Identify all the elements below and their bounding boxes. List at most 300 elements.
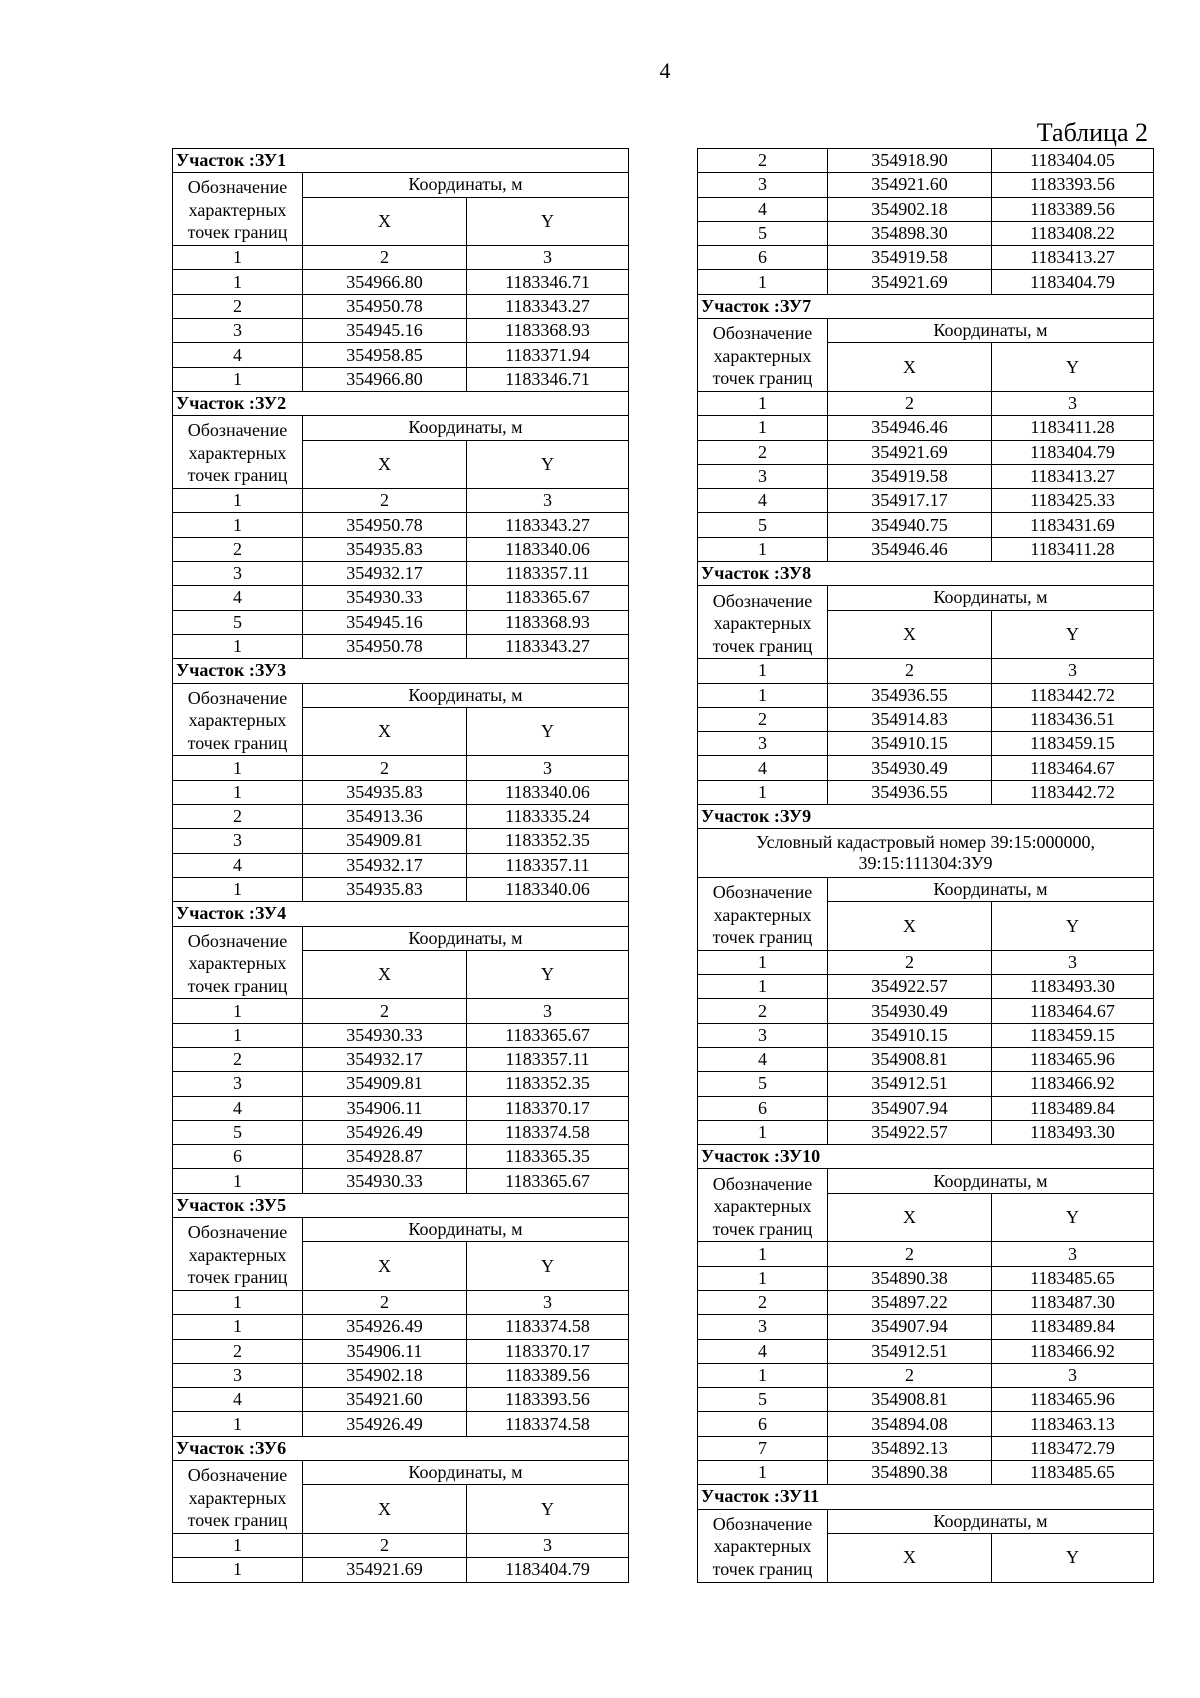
x-coordinate: 354918.90 [827, 149, 991, 172]
column-number: 3 [466, 1534, 629, 1557]
y-coordinate: 1183343.27 [466, 635, 629, 658]
x-coordinate: 354950.78 [302, 295, 466, 318]
table-row [172, 368, 629, 392]
table-row [172, 1169, 629, 1193]
point-number: 1 [172, 368, 302, 391]
axis-header-row [827, 902, 1154, 950]
section-title-row [697, 295, 1154, 319]
y-coordinate: 1183404.79 [466, 1558, 629, 1581]
x-coordinate: 354907.94 [827, 1097, 991, 1120]
coordinates-header-group [302, 1461, 629, 1533]
point-number: 4 [697, 756, 827, 779]
y-coordinate: 1183389.56 [466, 1364, 629, 1387]
axis-header-row [302, 708, 629, 756]
axis-header-row [302, 1242, 629, 1290]
point-designation-header: Обозначение характерных точек границ [697, 1169, 827, 1241]
point-number: 4 [697, 198, 827, 221]
x-coordinate: 354921.69 [302, 1558, 466, 1581]
table-row [697, 222, 1154, 246]
section-title-row [172, 149, 629, 173]
x-coordinate: 354945.16 [302, 611, 466, 634]
column-number: 1 [172, 1534, 302, 1557]
table-header-row [697, 586, 1154, 659]
y-header: Y [991, 611, 1154, 659]
y-coordinate: 1183389.56 [991, 198, 1154, 221]
table-row [172, 805, 629, 829]
x-header: X [827, 343, 991, 391]
column-number: 1 [172, 756, 302, 779]
x-coordinate: 354921.69 [827, 441, 991, 464]
point-number: 1 [697, 416, 827, 439]
axis-header-row [827, 611, 1154, 659]
point-number: 2 [697, 999, 827, 1022]
column-number: 3 [991, 392, 1154, 415]
x-coordinate: 354946.46 [827, 538, 991, 561]
x-coordinate: 354926.49 [302, 1121, 466, 1144]
x-coordinate: 354902.18 [302, 1364, 466, 1387]
coordinates-header: Координаты, м [827, 1510, 1154, 1534]
point-number: 2 [172, 295, 302, 318]
point-number: 1 [172, 1024, 302, 1047]
table-row [172, 1340, 629, 1364]
x-coordinate: 354898.30 [827, 222, 991, 245]
coordinates-header: Координаты, м [302, 684, 629, 708]
point-number: 3 [697, 173, 827, 196]
column-number: 3 [991, 659, 1154, 682]
x-coordinate: 354919.58 [827, 246, 991, 269]
point-designation-header: Обозначение характерных точек границ [172, 1218, 302, 1290]
column-number: 1 [697, 392, 827, 415]
y-coordinate: 1183365.67 [466, 1024, 629, 1047]
axis-header-row [827, 1194, 1154, 1242]
point-number: 4 [172, 343, 302, 366]
section-title-row [172, 902, 629, 926]
table-row [172, 319, 629, 343]
x-header: X [302, 441, 466, 489]
point-number: 1 [172, 1169, 302, 1192]
table-header-row [172, 684, 629, 757]
point-designation-header: Обозначение характерных точек границ [697, 1510, 827, 1582]
x-coordinate: 354935.83 [302, 538, 466, 561]
table-row [697, 416, 1154, 440]
point-number: 3 [172, 1364, 302, 1387]
x-coordinate: 354946.46 [827, 416, 991, 439]
y-coordinate: 1183489.84 [991, 1097, 1154, 1120]
table-row [172, 586, 629, 610]
point-number: 1 [697, 1121, 827, 1144]
x-coordinate: 354930.33 [302, 586, 466, 609]
table-row [172, 1121, 629, 1145]
point-number: 1 [172, 635, 302, 658]
point-number: 1 [697, 781, 827, 804]
point-number: 4 [172, 854, 302, 877]
table-header-row [172, 173, 629, 246]
x-coordinate: 354921.60 [302, 1388, 466, 1411]
coordinates-header: Координаты, м [302, 416, 629, 440]
column-numbers-row [172, 999, 629, 1023]
coordinates-header-group [302, 416, 629, 488]
point-number: 1 [172, 878, 302, 901]
column-number: 2 [827, 392, 991, 415]
table-caption: Таблица 2 [1036, 118, 1148, 147]
x-coordinate: 354921.69 [827, 270, 991, 293]
point-number: 1 [697, 684, 827, 707]
x-coordinate: 354930.33 [302, 1169, 466, 1192]
coordinates-header: Координаты, м [827, 319, 1154, 343]
point-number: 4 [697, 1048, 827, 1071]
x-coordinate: 354909.81 [302, 829, 466, 852]
table-row [172, 1558, 629, 1582]
column-numbers-row [172, 246, 629, 270]
column-number: 2 [827, 659, 991, 682]
table-row [697, 1412, 1154, 1436]
x-coordinate: 354910.15 [827, 732, 991, 755]
x-coordinate: 354906.11 [302, 1097, 466, 1120]
column-number: 2 [302, 756, 466, 779]
point-designation-header: Обозначение характерных точек границ [172, 927, 302, 999]
x-coordinate: 354908.81 [827, 1388, 991, 1411]
point-designation-header: Обозначение характерных точек границ [172, 1461, 302, 1533]
axis-header-row [827, 343, 1154, 391]
x-coordinate: 354940.75 [827, 513, 991, 536]
y-coordinate: 1183370.17 [466, 1340, 629, 1363]
table-header-row [697, 1510, 1154, 1583]
coordinates-header: Координаты, м [302, 1461, 629, 1485]
coordinates-header-group [302, 684, 629, 756]
y-coordinate: 1183374.58 [466, 1412, 629, 1435]
table-row [172, 562, 629, 586]
x-coordinate: 354890.38 [827, 1461, 991, 1484]
y-coordinate: 1183485.65 [991, 1461, 1154, 1484]
point-number: 1 [172, 1315, 302, 1338]
y-coordinate: 1183459.15 [991, 732, 1154, 755]
point-number: 1 [172, 513, 302, 536]
point-number: 2 [697, 1291, 827, 1314]
y-coordinate: 1183357.11 [466, 1048, 629, 1071]
y-coordinate: 1183340.06 [466, 781, 629, 804]
section-title: Участок :ЗУ4 [172, 902, 629, 925]
section-title: Участок :ЗУ5 [172, 1194, 629, 1217]
y-header: Y [466, 1242, 629, 1290]
y-coordinate: 1183465.96 [991, 1048, 1154, 1071]
x-coordinate: 354950.78 [302, 513, 466, 536]
x-coordinate: 354907.94 [827, 1315, 991, 1338]
table-row [697, 198, 1154, 222]
column-number: 3 [991, 1242, 1154, 1265]
point-number: 4 [172, 1097, 302, 1120]
table-header-row [172, 416, 629, 489]
y-coordinate: 1183408.22 [991, 222, 1154, 245]
y-coordinate: 1183485.65 [991, 1267, 1154, 1290]
point-number: 5 [697, 1072, 827, 1095]
table-row [697, 1072, 1154, 1096]
column-number: 1 [172, 489, 302, 512]
table-row [697, 513, 1154, 537]
point-number: 1 [697, 1461, 827, 1484]
cadastral-note [697, 829, 1154, 877]
section-title: Участок :ЗУ11 [697, 1485, 1154, 1508]
column-number: 2 [827, 1242, 991, 1265]
table-header-row [697, 319, 1154, 392]
x-coordinate: 354922.57 [827, 1121, 991, 1144]
point-number: 1 [172, 1412, 302, 1435]
column-numbers-row [697, 392, 1154, 416]
table-row [172, 343, 629, 367]
y-coordinate: 1183472.79 [991, 1437, 1154, 1460]
point-number: 4 [172, 586, 302, 609]
table-row [697, 246, 1154, 270]
column-numbers-row [172, 489, 629, 513]
table-header-row [172, 927, 629, 1000]
table-row [172, 1097, 629, 1121]
column-numbers-row [172, 1291, 629, 1315]
y-coordinate: 1183404.05 [991, 149, 1154, 172]
table-row [697, 1048, 1154, 1072]
y-header: Y [991, 343, 1154, 391]
table-row [697, 1121, 1154, 1145]
point-number: 6 [697, 246, 827, 269]
x-coordinate: 354902.18 [827, 198, 991, 221]
x-coordinate: 354928.87 [302, 1145, 466, 1168]
axis-header-row [302, 441, 629, 489]
page-number: 4 [659, 58, 671, 83]
table-header-row [697, 1169, 1154, 1242]
axis-header-row [302, 1485, 629, 1533]
y-coordinate: 1183411.28 [991, 416, 1154, 439]
y-coordinate: 1183464.67 [991, 999, 1154, 1022]
x-coordinate: 354932.17 [302, 562, 466, 585]
point-designation-header: Обозначение характерных точек границ [697, 319, 827, 391]
table-row [697, 1364, 1154, 1388]
table-row [172, 1048, 629, 1072]
y-coordinate: 1183340.06 [466, 538, 629, 561]
table-row [697, 975, 1154, 999]
point-number: 2 [697, 441, 827, 464]
coordinates-header-group [827, 319, 1154, 391]
table-row [697, 1437, 1154, 1461]
table-row [697, 1461, 1154, 1485]
y-coordinate: 1183357.11 [466, 854, 629, 877]
table-header-row [172, 1461, 629, 1534]
table-row [697, 489, 1154, 513]
column-number: 1 [172, 1291, 302, 1314]
table-row [697, 270, 1154, 294]
y-coordinate: 1183343.27 [466, 513, 629, 536]
point-number: 1 [172, 1558, 302, 1581]
x-coordinate: 354917.17 [827, 489, 991, 512]
y-header: Y [991, 1534, 1154, 1582]
x-coordinate: 354930.49 [827, 756, 991, 779]
y-coordinate: 1183463.13 [991, 1412, 1154, 1435]
column-number: 2 [827, 951, 991, 974]
point-number: 5 [172, 611, 302, 634]
axis-header-row [302, 951, 629, 999]
point-number: 3 [697, 732, 827, 755]
table-row [172, 1145, 629, 1169]
x-coordinate: 354932.17 [302, 1048, 466, 1071]
x-coordinate: 354926.49 [302, 1315, 466, 1338]
table-header-row [172, 1218, 629, 1291]
section-title-row [697, 562, 1154, 586]
y-coordinate: 1183466.92 [991, 1340, 1154, 1363]
y-coordinate: 1183335.24 [466, 805, 629, 828]
y-coordinate: 1183374.58 [466, 1121, 629, 1144]
y-coordinate: 1183343.27 [466, 295, 629, 318]
axis-header-row [302, 198, 629, 246]
table-row [172, 829, 629, 853]
section-title: Участок :ЗУ2 [172, 392, 629, 415]
column-numbers-row [697, 951, 1154, 975]
y-coordinate: 1183370.17 [466, 1097, 629, 1120]
column-numbers-row [172, 756, 629, 780]
section-title-row [697, 1145, 1154, 1169]
x-coordinate: 354910.15 [827, 1024, 991, 1047]
point-number: 5 [697, 1388, 827, 1411]
coordinates-header: Координаты, м [827, 878, 1154, 902]
table-row [172, 1072, 629, 1096]
coordinates-header-group [302, 1218, 629, 1290]
y-coordinate: 1183374.58 [466, 1315, 629, 1338]
x-coordinate: 354914.83 [827, 708, 991, 731]
y-coordinate: 1183365.35 [466, 1145, 629, 1168]
y-coordinate: 1183465.96 [991, 1388, 1154, 1411]
y-coordinate: 1183404.79 [991, 441, 1154, 464]
table-row [697, 1291, 1154, 1315]
x-coordinate: 354966.80 [302, 270, 466, 293]
table-row [172, 854, 629, 878]
column-number: 3 [466, 246, 629, 269]
section-title-row [697, 805, 1154, 829]
y-coordinate: 3 [991, 1364, 1154, 1387]
y-coordinate: 1183352.35 [466, 1072, 629, 1095]
column-numbers-row [697, 1242, 1154, 1266]
x-coordinate: 354932.17 [302, 854, 466, 877]
column-number: 3 [466, 756, 629, 779]
table-row [697, 732, 1154, 756]
y-coordinate: 1183352.35 [466, 829, 629, 852]
x-coordinate: 354950.78 [302, 635, 466, 658]
x-coordinate: 354921.60 [827, 173, 991, 196]
point-number: 2 [172, 805, 302, 828]
section-title: Участок :ЗУ3 [172, 659, 629, 682]
coordinates-header-group [827, 586, 1154, 658]
table-row [697, 465, 1154, 489]
point-number: 2 [172, 1048, 302, 1071]
x-header: X [302, 198, 466, 246]
point-designation-header: Обозначение характерных точек границ [172, 684, 302, 756]
coordinates-header-group [827, 878, 1154, 950]
section-title: Участок :ЗУ8 [697, 562, 1154, 585]
point-number: 2 [172, 538, 302, 561]
y-header: Y [466, 708, 629, 756]
point-designation-header: Обозначение характерных точек границ [172, 416, 302, 488]
point-number: 3 [172, 1072, 302, 1095]
y-coordinate: 1183340.06 [466, 878, 629, 901]
x-coordinate: 354936.55 [827, 684, 991, 707]
y-coordinate: 1183431.69 [991, 513, 1154, 536]
y-coordinate: 1183466.92 [991, 1072, 1154, 1095]
section-title-row [172, 659, 629, 683]
point-number: 4 [697, 489, 827, 512]
section-title: Участок :ЗУ10 [697, 1145, 1154, 1168]
y-coordinate: 1183413.27 [991, 465, 1154, 488]
point-number: 3 [172, 319, 302, 342]
y-coordinate: 1183493.30 [991, 1121, 1154, 1144]
section-title: Участок :ЗУ1 [172, 149, 629, 172]
table-row [172, 1024, 629, 1048]
x-coordinate: 354958.85 [302, 343, 466, 366]
table-row [172, 878, 629, 902]
section-title: Участок :ЗУ7 [697, 295, 1154, 318]
table-row [172, 295, 629, 319]
coordinates-table-right [697, 148, 1154, 1583]
y-coordinate: 1183442.72 [991, 781, 1154, 804]
y-header: Y [466, 198, 629, 246]
x-coordinate: 354926.49 [302, 1412, 466, 1435]
column-numbers-row [697, 659, 1154, 683]
point-number: 4 [172, 1388, 302, 1411]
y-coordinate: 1183357.11 [466, 562, 629, 585]
point-number: 1 [172, 270, 302, 293]
point-number: 6 [172, 1145, 302, 1168]
point-number: 2 [172, 1340, 302, 1363]
column-number: 1 [172, 999, 302, 1022]
point-number: 1 [697, 270, 827, 293]
coordinates-header: Координаты, м [827, 586, 1154, 610]
axis-header-row [827, 1534, 1154, 1582]
point-number: 4 [697, 1340, 827, 1363]
x-header: X [827, 1194, 991, 1242]
y-coordinate: 1183368.93 [466, 611, 629, 634]
coordinates-header: Координаты, м [302, 1218, 629, 1242]
point-number: 3 [172, 562, 302, 585]
point-number: 1 [697, 538, 827, 561]
table-row [697, 999, 1154, 1023]
x-coordinate: 354930.49 [827, 999, 991, 1022]
x-coordinate: 354935.83 [302, 878, 466, 901]
table-row [697, 1267, 1154, 1291]
x-coordinate: 354892.13 [827, 1437, 991, 1460]
x-header: X [827, 902, 991, 950]
x-header: X [302, 708, 466, 756]
table-row [172, 1388, 629, 1412]
y-coordinate: 1183371.94 [466, 343, 629, 366]
y-coordinate: 1183487.30 [991, 1291, 1154, 1314]
column-number: 1 [697, 659, 827, 682]
y-coordinate: 1183442.72 [991, 684, 1154, 707]
coordinates-table-left [172, 148, 629, 1583]
cadastral-note-line: Условный кадастровый номер 39:15:000000, [756, 832, 1095, 853]
x-coordinate: 354908.81 [827, 1048, 991, 1071]
cadastral-note-line: 39:15:111304:ЗУ9 [858, 853, 993, 874]
y-coordinate: 1183436.51 [991, 708, 1154, 731]
column-number: 2 [302, 489, 466, 512]
table-row [697, 538, 1154, 562]
table-row [697, 1024, 1154, 1048]
column-number: 2 [302, 1534, 466, 1557]
y-header: Y [466, 951, 629, 999]
table-row [697, 149, 1154, 173]
x-header: X [827, 1534, 991, 1582]
point-number: 5 [172, 1121, 302, 1144]
x-coordinate: 354936.55 [827, 781, 991, 804]
column-number: 2 [302, 1291, 466, 1314]
table-row [172, 538, 629, 562]
table-row [172, 1315, 629, 1339]
table-row [697, 1315, 1154, 1339]
y-coordinate: 1183365.67 [466, 586, 629, 609]
x-coordinate: 354945.16 [302, 319, 466, 342]
